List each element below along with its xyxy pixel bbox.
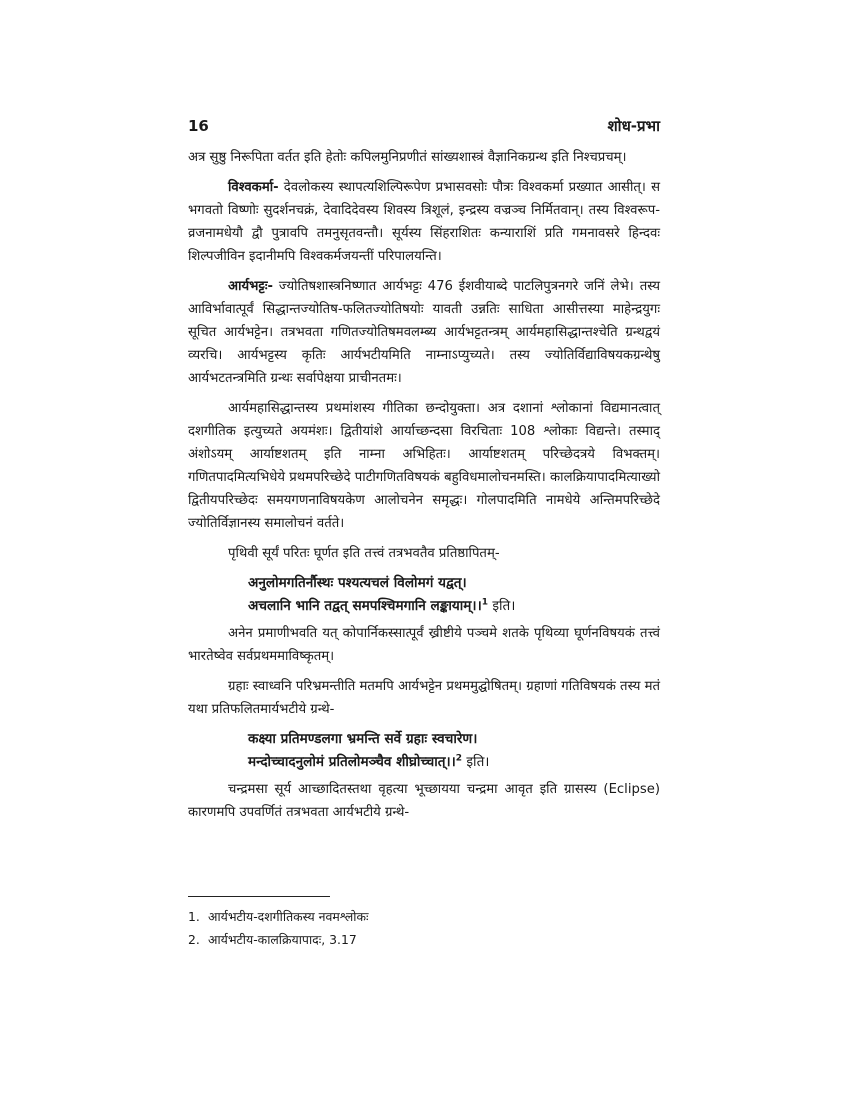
journal-title: शोध-प्रभा: [607, 117, 660, 135]
footnote-text: आर्यभटीय-कालक्रियापादः, 3.17: [208, 932, 357, 947]
page-header: [188, 116, 660, 136]
verse-1-line-2: [248, 595, 660, 618]
paragraph-aryabhata: [188, 275, 660, 390]
paragraph-1: अत्र सुष्ठु निरूपिता वर्तत इति हेतोः कपिलमुनिप्रणीतं सांख्यशास्त्रं वैज्ञानिकग्रन्थ इति निश्चप्रचम्।: [188, 150, 627, 165]
footnotes: [188, 905, 660, 951]
paragraph-aryabhata-text: ज्योतिषशास्त्रनिष्णात आर्यभट्टः 476 ईशवीयाब्दे पाटलिपुत्रनगरे जनिं लेभे। तस्य आविर्भावात्पूर्वं सिद्धान्तज्योतिष-फलितज्योतिषयोः यावती उन्नतिः साधिता आसीत्तस्या माहेन्द्रयुगः सूचित आर्यभट्टेन। तत्रभवता गणितज्योतिषमवलम्ब्य आर्यभट्टतन्त्रम् आर्यमहासिद्धान्तश्चेति ग्रन्थद्वयं व्यरचि। आर्यभट्टस्य कृतिः आर्यभटीयमिति नाम्नाऽप्युच्यते। तस्य ज्योतिर्विद्याविषयकग्रन्थेषु आर्यभटतन्त्रमिति ग्रन्थः सर्वापेक्षया प्राचीनतमः।: [188, 279, 660, 386]
paragraph-vishwakarma-text: देवलोकस्य स्थापत्यशिल्पिरूपेण प्रभासवसोः पौत्रः विश्वकर्मा प्रख्यात आसीत्। स भगवतो विष्णोः सुदर्शनचक्रं, देवादिदेवस्य शिवस्य त्रिशूलं, इन्द्रस्य वज्रञ्च निर्मितवान्। तस्य विश्वरूप-व्रजनामधेयौ द्वौ पुत्रावपि तमनुसृतवन्तौ। सूर्यस्य सिंहराशितः कन्याराशिं प्रति गमनावसरे हिन्दवः शिल्पजीविन इदानीमपि विश्वकर्मजयन्तीं परिपालयन्ति।: [188, 180, 660, 264]
footnote-item: [188, 928, 660, 951]
footnote-ref-2: 2: [455, 753, 463, 764]
paragraph-arya-mahasiddhanta: आर्यमहासिद्धान्तस्य प्रथमांशस्य गीतिका छन्दोयुक्ता। अत्र दशानां श्लोकानां विद्यमानत्वात् दशगीतिक इत्युच्यते अयमंशः। द्वितीयांशे आर्याच्छन्दसा विरचिताः 108 श्लोकाः विद्यन्ते। तस्माद् अंशोऽयम् आर्याष्टशतम् इति नाम्ना अभिहितः। आर्याष्टशतम् परिच्छेदत्रये विभक्तम्। गणितपादमित्यभिधेये प्रथमपरिच्छेदे पाटीगणितविषयकं बहुविधमालोचनमस्ति। कालक्रियापादमित्याख्यो द्वितीयपरिच्छेदः समयगणनाविषयकेण आलोचनेन समृद्धः। गोलपादमिति नामधेये अन्तिमपरिच्छेदे ज्योतिर्विज्ञानस्य समालोचनं वर्तते।: [188, 401, 660, 531]
verse-2-trail: इति।: [462, 754, 490, 770]
term-aryabhata: आर्यभट्टः-: [228, 279, 273, 294]
paragraph-eclipse: चन्द्रमसा सूर्य आच्छादितस्तथा वृहत्या भूच्छायया चन्द्रमा आवृत इति ग्रासस्य (Eclipse) कारणमपि उपवर्णितं तत्रभवता आर्यभटीये ग्रन्थे-: [188, 782, 660, 820]
paragraph-earth-rotation: पृथिवी सूर्यं परितः घूर्णत इति तत्त्वं तत्रभवतैव प्रतिष्ठापितम्-: [228, 546, 500, 561]
verse-1: [248, 572, 660, 618]
page-number: 16: [188, 117, 209, 135]
footnote-item: [188, 905, 660, 928]
paragraph-vishwakarma: [188, 176, 660, 268]
verse-2: [248, 728, 660, 774]
verse-1-line-2-text: अचलानि भानि तद्वत् समपश्चिमगानि लङ्कायाम्।।: [248, 598, 482, 614]
footnote-divider: [188, 896, 330, 897]
footnote-text: आर्यभटीय-दशगीतिकस्य नवमश्लोकः: [208, 909, 369, 924]
footnote-number: 2.: [188, 932, 200, 947]
verse-2-line-2: [248, 751, 660, 774]
verse-1-line-1: अनुलोमगतिर्नौस्थः पश्यत्यचलं विलोमगं यद्वत्।: [248, 575, 467, 591]
term-vishwakarma: विश्वकर्मा-: [228, 180, 279, 195]
verse-1-trail: इति।: [488, 598, 516, 614]
footnote-number: 1.: [188, 909, 200, 924]
verse-2-line-1: कक्ष्या प्रतिमण्डलगा भ्रमन्ति सर्वे ग्रहाः स्वचारेण।: [248, 731, 478, 747]
verse-2-line-2-text: मन्दोच्चादनुलोमं प्रतिलोमञ्चैव शीघ्रोच्चात्।।: [248, 754, 456, 770]
paragraph-planets: ग्रहाः स्वाध्वनि परिभ्रमन्तीति मतमपि आर्यभट्टेन प्रथममुद्घोषितम्। ग्रहाणां गतिविषयकं तस्य मतं यथा प्रतिफलितमार्यभटीये ग्रन्थे-: [188, 679, 660, 717]
paragraph-copernicus: अनेन प्रमाणीभवति यत् कोपार्निकस्सात्पूर्वं ख्रीष्टीये पञ्चमे शतके पृथिव्या घूर्णनविषयकं तत्त्वं भारतेष्वेव सर्वप्रथममाविष्कृतम्।: [188, 626, 660, 664]
footnote-ref-1: 1: [481, 597, 488, 608]
body-text: [188, 146, 660, 831]
